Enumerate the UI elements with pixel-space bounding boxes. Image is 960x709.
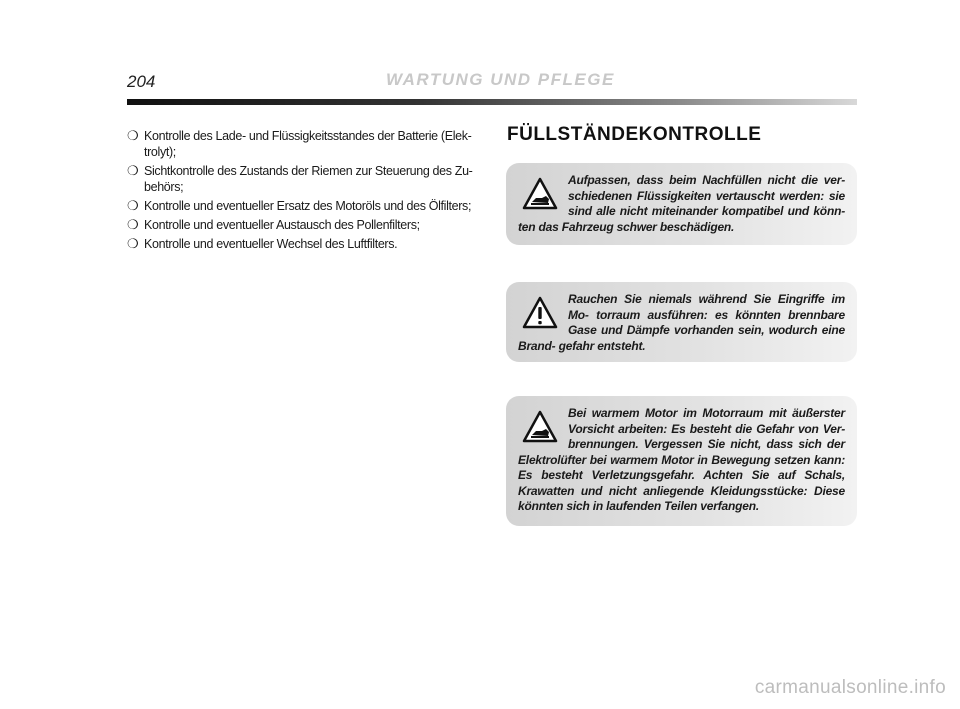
- hand-liquid-warning-icon: [522, 177, 558, 211]
- watermark: carmanualsonline.info: [754, 677, 946, 698]
- list-item-text: Kontrolle und eventueller Austausch des Pollenfilters;: [144, 218, 420, 232]
- page-number: 204: [127, 72, 156, 91]
- circle-bullet-icon: ❍: [127, 217, 139, 232]
- warning-box-fluids: [506, 163, 857, 245]
- exclamation-warning-icon: [522, 296, 558, 330]
- warning-box-hot-engine: [506, 396, 857, 526]
- circle-bullet-icon: ❍: [127, 163, 139, 178]
- maintenance-checklist: [127, 128, 479, 255]
- page-header-title: WARTUNG UND PFLEGE: [386, 70, 615, 89]
- list-item: [127, 217, 479, 233]
- list-item: [127, 128, 479, 160]
- circle-bullet-icon: ❍: [127, 198, 139, 213]
- warning-text: Aufpassen, dass beim Nachfüllen nicht die ver- schiedenen Flüssigkeiten vertauscht werden: sie sind alle nicht miteinander kompatibel und könn- ten das Fahrzeug schwer beschädigen.: [518, 173, 845, 234]
- hand-hot-warning-icon: [522, 410, 558, 444]
- circle-bullet-icon: ❍: [127, 236, 139, 251]
- warning-box-smoking: [506, 282, 857, 362]
- list-item-text: Kontrolle des Lade- und Flüssigkeitsstandes der Batterie (Elek- trolyt);: [144, 129, 472, 159]
- circle-bullet-icon: ❍: [127, 128, 139, 143]
- warning-text: Bei warmem Motor im Motorraum mit äußerster Vorsicht arbeiten: Es besteht die Gefahr von Ver- brennungen. Vergessen Sie nicht, dass sich der Elektrolüfter bei warmem Motor in Bewegung setzen kann: Es besteht Verletzungsgefahr. Achten Sie auf Schals, Krawatten und nicht anliegende Kleidungsstücke: Diese könnten sich in laufenden Teilen verfangen.: [518, 406, 845, 513]
- section-title: FÜLLSTÄNDEKONTROLLE: [507, 124, 762, 145]
- list-item: [127, 163, 479, 195]
- list-item-text: Kontrolle und eventueller Ersatz des Motoröls und des Ölfilters;: [144, 199, 472, 213]
- list-item-text: Sichtkontrolle des Zustands der Riemen zur Steuerung des Zu- behörs;: [144, 164, 473, 194]
- header-divider: [127, 99, 857, 105]
- list-item: [127, 236, 479, 252]
- warning-text: Rauchen Sie niemals während Sie Eingriffe im Mo- torraum ausführen: es könnten brennbare Gase und Dämpfe vorhanden sein, wodurch eine Brand- gefahr entsteht.: [518, 292, 845, 353]
- list-item: [127, 198, 479, 214]
- list-item-text: Kontrolle und eventueller Wechsel des Luftfilters.: [144, 237, 398, 251]
